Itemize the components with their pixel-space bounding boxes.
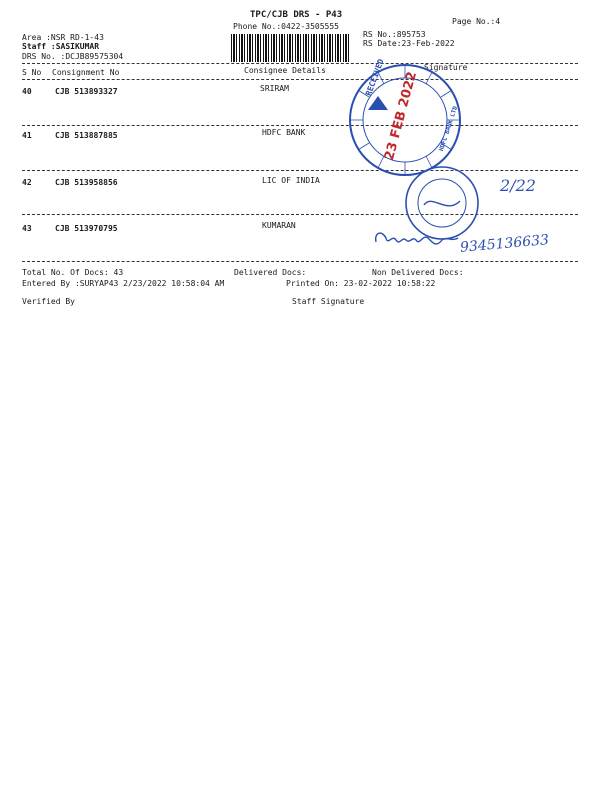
row-sno: 40 <box>22 87 32 96</box>
row-sno: 43 <box>22 224 32 233</box>
total-docs: Total No. Of Docs: 43 <box>22 268 124 277</box>
col-consignment: Consignment No <box>52 68 120 77</box>
handwritten-phone: 9345136633 <box>459 232 550 256</box>
printed-on: Printed On: 23-02-2022 10:58:22 <box>286 279 436 288</box>
staff-label: Staff :SASIKUMAR <box>22 42 100 51</box>
handwritten-fraction: 2/22 <box>500 176 536 195</box>
col-signature: Signature <box>424 63 468 72</box>
row-sno: 41 <box>22 131 32 140</box>
rs-date: RS Date:23-Feb-2022 <box>363 39 455 48</box>
entered-by: Entered By :SURYAP43 2/23/2022 10:58:04 AM <box>22 279 225 288</box>
page-number: Page No.:4 <box>452 17 501 26</box>
phone-number: Phone No.:0422-3505555 <box>233 22 339 31</box>
col-sno: S No <box>22 68 42 77</box>
non-delivered-docs: Non Delivered Docs: <box>372 268 464 277</box>
delivered-docs: Delivered Docs: <box>234 268 307 277</box>
barcode <box>231 34 349 62</box>
row-consignee: LIC OF INDIA <box>262 176 320 185</box>
row-consignment: CJB 513958856 <box>55 178 118 187</box>
handwritten-signature <box>372 224 462 254</box>
divider <box>22 63 578 64</box>
divider <box>22 261 578 262</box>
divider <box>22 170 578 171</box>
row-consignee: HDFC BANK <box>262 128 306 137</box>
col-consignee: Consignee Details <box>244 66 326 75</box>
rs-number: RS No.:895753 <box>363 30 426 39</box>
area-label: Area :NSR RD-1-43 <box>22 33 104 42</box>
stamp-date-text: 23 FEB 2022 <box>382 70 421 162</box>
row-consignee: KUMARAN <box>262 221 296 230</box>
staff-signature: Staff Signature <box>292 297 365 306</box>
row-consignment: CJB 513887885 <box>55 131 118 140</box>
row-consignee: SRIRAM <box>260 84 289 93</box>
drs-number: DRS No. :DCJB89575304 <box>22 52 124 61</box>
divider <box>22 125 578 126</box>
document-title: TPC/CJB DRS - P43 <box>250 10 343 20</box>
divider <box>22 79 578 80</box>
row-consignment: CJB 513893327 <box>55 87 118 96</box>
verified-by: Verified By <box>22 297 75 306</box>
row-sno: 42 <box>22 178 32 187</box>
stamp-bank-text: HDFC BANK LTD. <box>438 101 461 153</box>
divider <box>22 214 578 215</box>
stamp-received-text: RECEIVED <box>364 57 386 98</box>
row-consignment: CJB 513970795 <box>55 224 118 233</box>
